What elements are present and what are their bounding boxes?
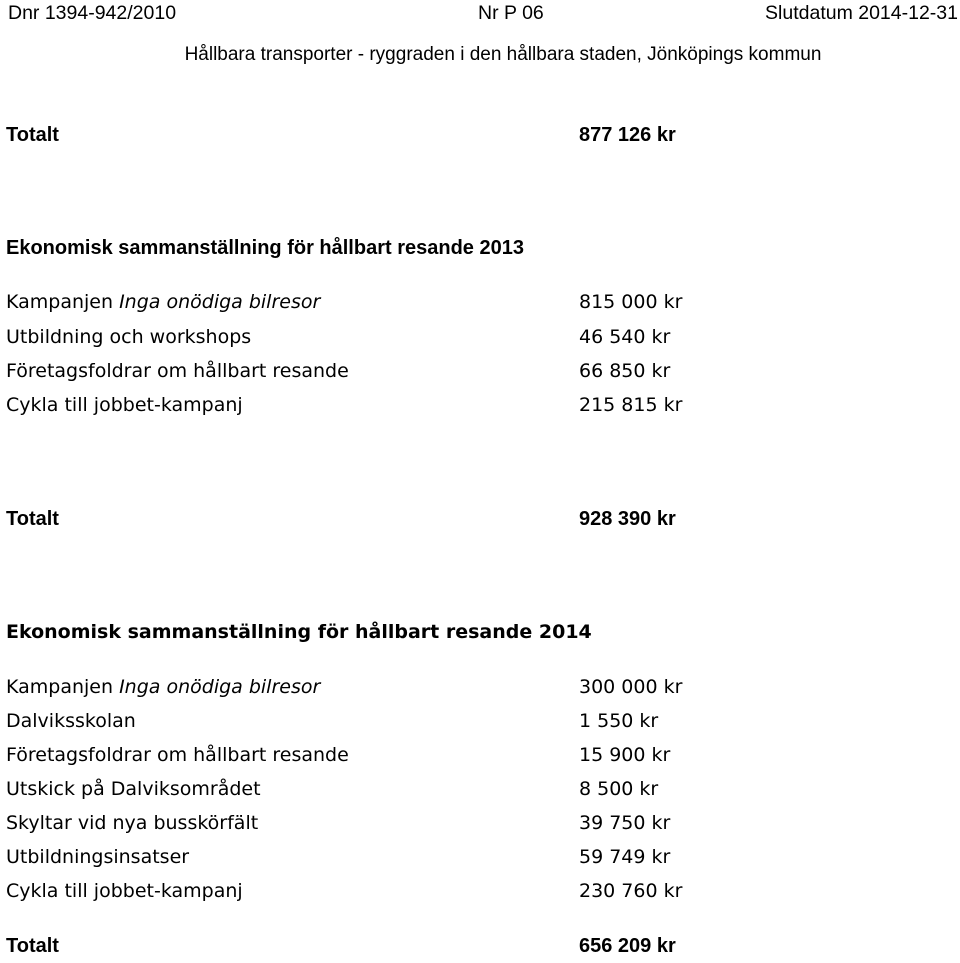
item-amount: 230 760 kr: [579, 880, 683, 902]
section-total-row-2013: [6, 502, 906, 536]
list-item: [6, 806, 906, 840]
list-item: [6, 388, 906, 422]
total-label: Totalt: [6, 508, 59, 530]
diarienummer: Dnr 1394-942/2010: [8, 2, 177, 24]
item-label: Cykla till jobbet-kampanj: [6, 880, 243, 902]
item-label-italic: Inga onödiga bilresor: [119, 291, 321, 313]
item-amount: 15 900 kr: [579, 744, 671, 766]
list-item: [6, 354, 906, 388]
item-amount: 300 000 kr: [579, 676, 683, 698]
item-label: Utbildning och workshops: [6, 326, 252, 348]
item-label: Skyltar vid nya busskörfält: [6, 812, 259, 834]
item-label: Företagsfoldrar om hållbart resande: [6, 744, 349, 766]
item-label: Utbildningsinsatser: [6, 846, 190, 868]
item-label: Utskick på Dalviksområdet: [6, 778, 261, 800]
item-amount: 1 550 kr: [579, 710, 659, 732]
item-amount: 39 750 kr: [579, 812, 671, 834]
section-heading-2014: Ekonomisk sammanställning för hållbart resande 2014: [6, 621, 592, 643]
list-item: [6, 670, 906, 704]
item-amount: 46 540 kr: [579, 326, 671, 348]
item-label: Företagsfoldrar om hållbart resande: [6, 360, 349, 382]
list-item: [6, 840, 906, 874]
document-title: Hållbara transporter - ryggraden i den hållbara staden, Jönköpings kommun: [184, 44, 822, 65]
list-item: [6, 320, 906, 354]
header-meta-line: [0, 1, 960, 25]
item-label: Dalviksskolan: [6, 710, 136, 732]
total-amount: 928 390 kr: [579, 508, 676, 530]
item-amount: 215 815 kr: [579, 394, 683, 416]
total-label: Totalt: [6, 124, 59, 146]
list-item: [6, 738, 906, 772]
item-label-italic: Inga onödiga bilresor: [119, 676, 321, 698]
item-label: [6, 285, 320, 319]
item-label-text: Kampanjen: [6, 676, 120, 698]
total-amount: 877 126 kr: [579, 124, 676, 146]
item-amount: 815 000 kr: [579, 291, 683, 313]
section-total-row-2014: [6, 929, 906, 956]
project-number: Nr P 06: [478, 2, 544, 24]
item-amount: 66 850 kr: [579, 360, 671, 382]
item-label: [6, 670, 320, 704]
item-amount: 59 749 kr: [579, 846, 671, 868]
total-label: Totalt: [6, 935, 59, 957]
list-item: [6, 285, 906, 319]
list-item: [6, 704, 906, 738]
item-amount: 8 500 kr: [579, 778, 659, 800]
section-heading-2013: Ekonomisk sammanställning för hållbart resande 2013: [6, 237, 524, 259]
item-label: Cykla till jobbet-kampanj: [6, 394, 243, 416]
item-label-text: Kampanjen: [6, 291, 120, 313]
previous-total-row: [6, 118, 906, 152]
end-date: Slutdatum 2014-12-31: [765, 2, 958, 24]
list-item: [6, 772, 906, 806]
list-item: [6, 874, 906, 908]
total-amount: 656 209 kr: [579, 935, 676, 957]
